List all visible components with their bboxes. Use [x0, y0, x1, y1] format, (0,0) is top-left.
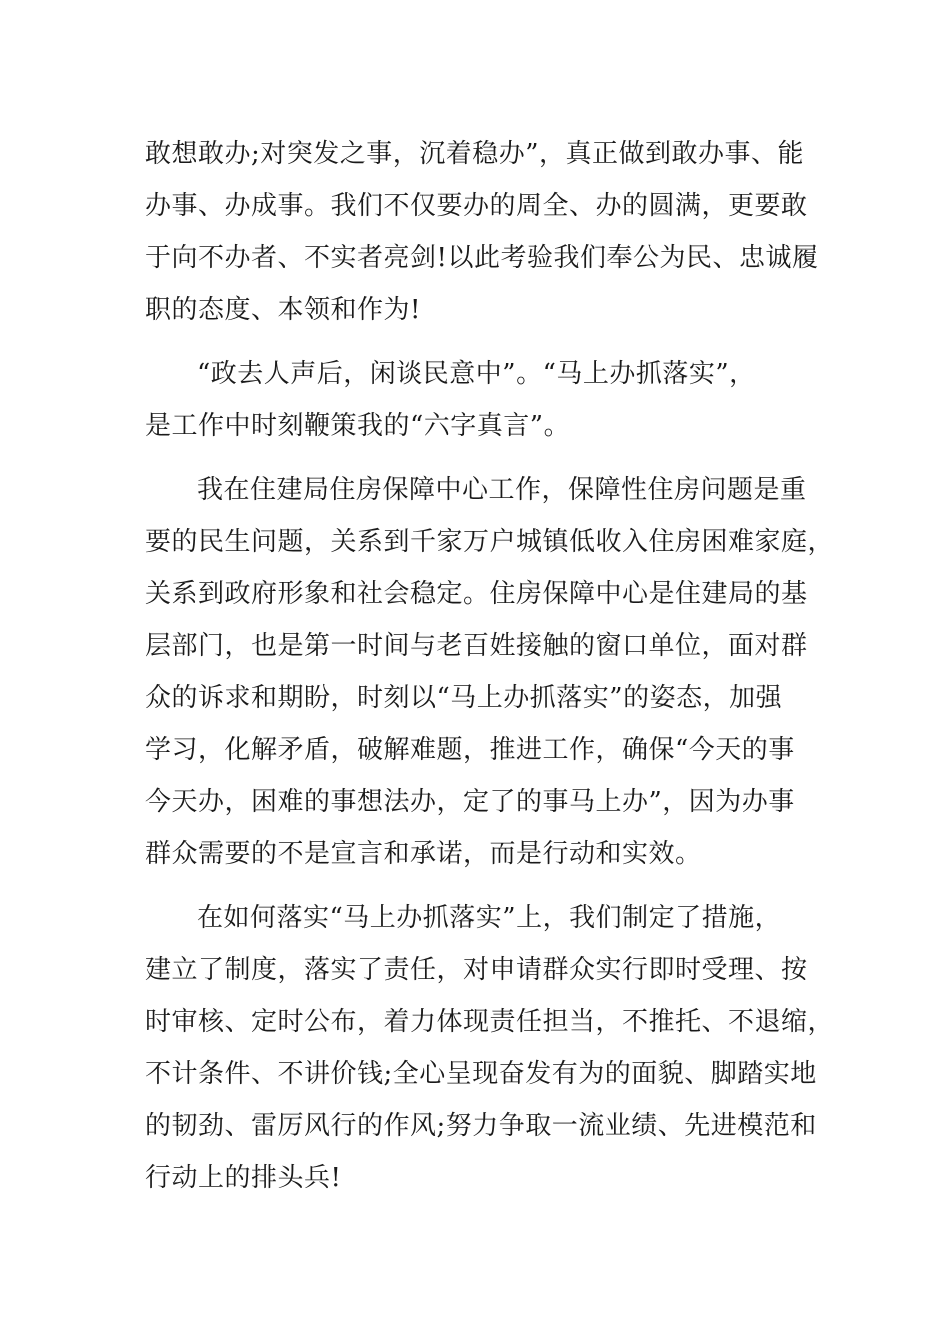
paragraph-spacer [145, 336, 805, 348]
text-line: 关系到政府形象和社会稳定。住房保障中心是住建局的基 [145, 579, 808, 609]
paragraph-spacer [145, 880, 805, 892]
text-line: 今天办，困难的事想法办，定了的事马上办”，因为办事 [145, 787, 795, 817]
paragraph-4 [145, 892, 835, 1204]
paragraph-spacer [145, 452, 805, 464]
paragraph-1 [145, 128, 819, 336]
text-line: 办事、办成事。我们不仅要办的周全、办的圆满，更要敢 [145, 191, 808, 221]
text-line: 的韧劲、雷厉风行的作风;努力争取一流业绩、先进模范和 [145, 1111, 817, 1141]
text-line: 职的态度、本领和作为! [145, 295, 421, 325]
text-line: 在如何落实“马上办抓落实”上，我们制定了措施， [197, 903, 782, 933]
text-line: 要的民生问题，关系到千家万户城镇低收入住房困难家庭， [145, 527, 835, 557]
paragraph-2 [145, 348, 805, 452]
text-line: 于向不办者、不实者亮剑!以此考验我们奉公为民、忠诚履 [145, 243, 819, 273]
text-line: 是工作中时刻鞭策我的“六字真言”。 [145, 411, 571, 441]
text-line: “政去人声后，闲谈民意中”。“马上办抓落实”， [197, 359, 756, 389]
text-line: 敢想敢办;对突发之事，沉着稳办”，真正做到敢办事、能 [145, 139, 805, 169]
text-line: 学习，化解矛盾，破解难题，推进工作，确保“今天的事 [145, 735, 795, 765]
text-line: 群众需要的不是宣言和承诺，而是行动和实效。 [145, 839, 702, 869]
text-line: 我在住建局住房保障中心工作，保障性住房问题是重 [197, 475, 807, 505]
text-line: 建立了制度，落实了责任，对申请群众实行即时受理、按 [145, 955, 808, 985]
text-line: 时审核、定时公布，着力体现责任担当，不推托、不退缩， [145, 1007, 835, 1037]
text-line: 不计条件、不讲价钱;全心呈现奋发有为的面貌、脚踏实地 [145, 1059, 817, 1089]
paragraph-3 [145, 464, 835, 880]
text-line: 层部门，也是第一时间与老百姓接触的窗口单位，面对群 [145, 631, 808, 661]
document-body [145, 128, 835, 1204]
text-line: 众的诉求和期盼，时刻以“马上办抓落实”的姿态，加强 [145, 683, 783, 713]
text-line: 行动上的排头兵! [145, 1163, 342, 1193]
